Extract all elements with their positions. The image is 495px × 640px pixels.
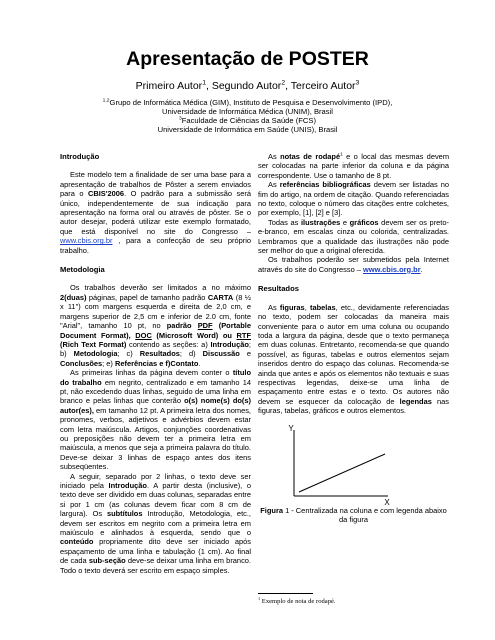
references-paragraph: As referências bibliográficas devem ser listadas no fim do artigo, na ordem de citação. Quando referenciadas no texto, coloque o número das citações entre colchetes, por exemplo, [1], [2] e [3].: [258, 180, 449, 218]
intro-paragraph: Este modelo tem a finalidade de ser uma base para a apresentação de trabalhos de Pôster a serem enviados para o CBIS'2006. O padrão para a submissão será único, independentemente de sua indicação para apresentação na forma oral ou através de pôster. Se o autor desejar, poderá utilizar este exemplo formatado, que está disponível no site do Congresso – www.cbis.org.br , para a confecção de seu próprio trabalho.: [60, 170, 251, 255]
footnote: $^1$ Exemplo de nota de rodapé.: [258, 595, 336, 605]
affil-sup-2: 3: [179, 116, 182, 122]
affil-line-2: Universidade de Informática Médica (UNIM), Brasil: [162, 107, 333, 116]
affil-line-4: Universidade de Informática em Saúde (UNIS), Brasil: [157, 125, 338, 134]
author-2: Segundo Autor: [211, 80, 282, 92]
author-line: Primeiro Autor$^1$, Segundo Autor$^2$, Terceiro Autor$^3$: [135, 79, 360, 92]
author-2-sup: 2: [281, 79, 286, 87]
affil-line-3: Faculdade de Ciências da Saúde (FCS): [181, 116, 316, 125]
right-column: [258, 152, 449, 524]
results-heading: Resultados: [258, 284, 299, 294]
submission-paragraph: Os trabalhos poderão ser submetidos pela Internet através do site do Congresso – www.cbis.org.br.: [258, 255, 449, 274]
author-1: Primeiro Autor: [135, 80, 203, 92]
paper-title: Apresentação de POSTER: [126, 48, 369, 70]
author-3: Terceiro Autor: [290, 80, 356, 92]
x-axis-label: X: [384, 497, 390, 506]
chart-svg: [258, 418, 449, 506]
author-1-sup: 1: [202, 79, 206, 87]
affil-line-1: Grupo de Informática Médica (GIM), Instituto de Pesquisa e Desenvolvimento (IPD),: [109, 98, 393, 107]
y-axis-label: Y: [288, 423, 294, 433]
intro-heading: Introdução: [60, 152, 100, 161]
affil-sup-1: 1,2: [102, 98, 110, 104]
results-paragraph: As figuras, tabelas, etc., devidamente referenciadas no texto, podem ser colocadas da maneira mais conveniente para o autor em uma coluna ou ocupando toda a largura da página, desde que o texto permaneça em duas colunas. Entretanto, recomenda-se que quando possível, as figuras, tabelas e outros elementos sejam inseridos dentro do espaço das colunas. Recomenda-se ainda que antes e após os elementos não textuais e suas respectivas legendas, deixe-se uma linha de espaçamento entre estas e o texto. Os autores não devem se esquecer da colocação de legendas nas figuras, tabelas, gráficos e outros elementos.: [258, 302, 449, 416]
method-paragraph-2: As primeiras linhas da página devem conter o título do trabalho em negrito, centralizado e em tamanho 14 pt, não excedendo duas linhas, seguido de uma linha em branco e pelas linhas que conterão o(s) nome(s) do(s) autor(es), em tamanho 12 pt. A primeira letra dos nomes, pronomes, verbos, adjetivos e advérbios devem estar com letra maiúscula. Artigos, conjunções coordenativas ou preposições não devem ter a primeira letra em maiúscula, a menos que seja a primeira palavra do título. Deve-se deixar 3 linhas de espaço antes dos itens subseqüentes.: [60, 368, 252, 472]
left-column: [60, 152, 251, 575]
illustrations-paragraph: Todas as ilustrações e gráficos devem ser os preto-e-branco, em escalas cinza ou colorida, centralizadas. Lembramos que a qualidade das ilustrações não pode ser melhor do que a original oferecida.: [258, 217, 449, 256]
figure-chart: [258, 418, 449, 506]
author-3-sup: 3: [355, 79, 360, 87]
figure-caption: Figura 1 - Centralizada na coluna e com legenda abaixo da figura: [260, 505, 447, 524]
footnote-rule: [258, 593, 313, 594]
method-paragraph-3: A seguir, separado por 2 linhas, o texto deve ser iniciado pela Introdução. A partir desta (inclusive), o texto deve ser dividido em duas colunas, separadas entre si por 1 cm (as colunas devem ficar com 8 cm de largura). Os subtítulos Introdução, Metodologia, etc., devem ser escritos em negrito com a primeira letra em maiúsculo e alinhados à esquerda, sendo que o conteúdo propriamente dito deve ser iniciado após espaçamento de uma linha e tabulação (1 cm). Ao final de cada sub-seção deve-se deixar uma linha em branco. Todo o texto deverá ser escrito em espaço simples.: [60, 471, 251, 575]
affiliations: [60, 98, 435, 134]
footnote-paragraph: As notas de rodapé$^1$ e o local das mesmas devem ser colocadas na parte inferior da coluna e da página correspondente. Use o tamanho de 8 pt.: [258, 152, 450, 180]
method-heading: Metodologia: [60, 265, 105, 275]
congress-link[interactable]: www.cbis.org.br: [60, 236, 113, 246]
method-paragraph-1: Os trabalhos deverão ser limitados a no máximo 2(duas) páginas, papel de tamanho padrão CARTA (8 ½ x 11") com margens esquerda e direita de 2,0 cm, e margens superior de 2,5 cm e inferior de 2.0 cm, fonte "Arial", tamanho 10 pt, no padrão PDF (Portable Document Format), DOC (Microsoft Word) ou RTF (Rich Text Format) contendo as seções: a) Introdução; b) Metodologia; c) Resultados; d) Discussão e Conclusões; e) Referências e f)Contato.: [60, 283, 252, 368]
submission-link[interactable]: www.cbis.org.br: [363, 264, 421, 274]
series-line: [299, 454, 385, 492]
